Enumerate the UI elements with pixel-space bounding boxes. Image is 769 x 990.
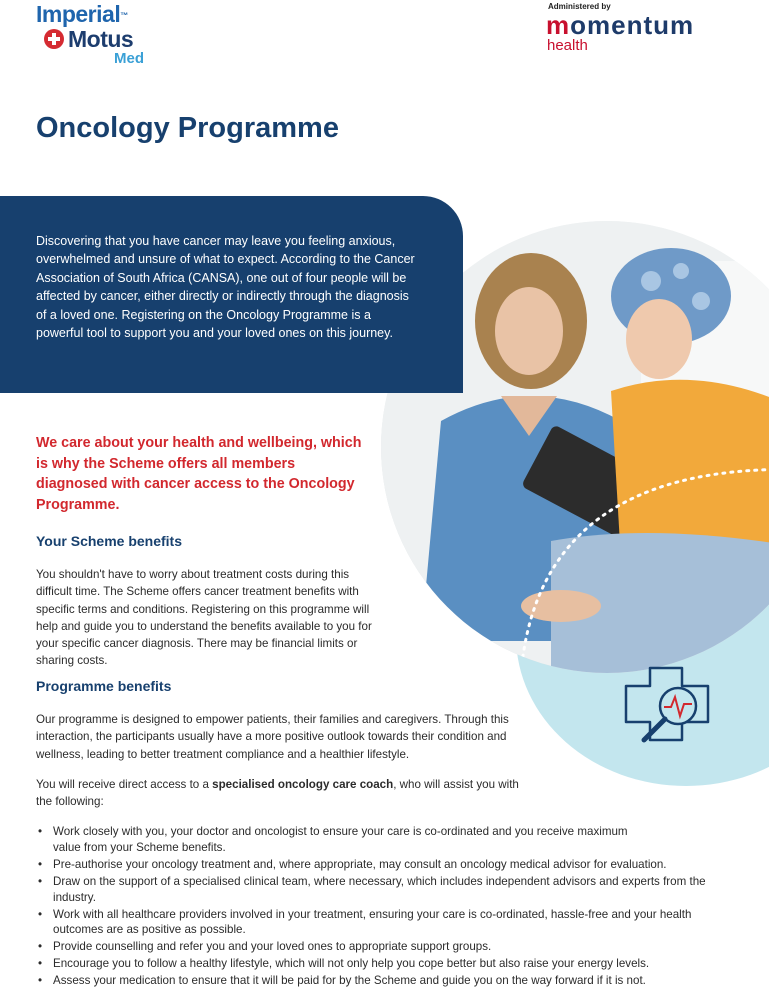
scheme-benefits-heading: Your Scheme benefits: [36, 533, 183, 549]
coach-bold-text: specialised oncology care coach: [212, 778, 394, 791]
logo-imperial-line: Imperial™: [36, 1, 128, 27]
programme-benefits-paragraph: Our programme is designed to empower patients, their families and caregivers. Through this interaction, the participants usually have a more positive outlook towards their condition and wellness, leading to better treatment compliance and a healthier lifestyle.: [36, 713, 509, 761]
logo-motus-word: Motus: [68, 26, 134, 52]
list-item: • Work closely with you, your doctor and oncologist to ensure your care is co-ordinated and you receive maximum value from your Scheme benefits.: [36, 824, 716, 856]
list-item: • Pre-authorise your oncology treatment and, where appropriate, may consult an oncology medical advisor for evaluation.: [36, 857, 716, 873]
list-item: • Work with all healthcare providers involved in your treatment, ensuring your care is co-ordinated, hassle-free and your health outcomes are as positive as possible.: [36, 907, 716, 939]
logo-med-word: Med: [114, 50, 144, 67]
list-item: • Provide counselling and refer you and your loved ones to appropriate support groups.: [36, 939, 716, 955]
administered-by-label: Administered by: [548, 2, 611, 11]
highlight-statement: We care about your health and wellbeing, which is why the Scheme offers all members diagnosed with cancer access to the Oncology Programme.: [36, 435, 362, 513]
list-item: • Draw on the support of a specialised clinical team, where necessary, which includes independent advisors and experts from the industry.: [36, 874, 716, 906]
momentum-health-logo: [546, 2, 746, 53]
list-item: • Assess your medication to ensure that it will be paid for by the Scheme and guide you on the way forward if it is not.: [36, 973, 716, 989]
health-wordmark: health: [547, 37, 588, 54]
coach-paragraph: You will receive direct access to a specialised oncology care coach, who will assist you with the following:: [36, 778, 519, 809]
intro-paragraph: Discovering that you have cancer may leave you feeling anxious, overwhelmed and unsure of what to expect. According to the Cancer Association of South Africa (CANSA), one out of four people will be affected by cancer, either directly or indirectly through the diagnosis of a loved one. Registering on the Oncology Programme is a powerful tool to support you and your loved ones on this journey.: [36, 234, 415, 341]
programme-benefits-heading: Programme benefits: [36, 678, 172, 694]
red-cross-icon: [44, 29, 64, 49]
page-title: Oncology Programme: [36, 112, 339, 144]
benefits-list: [36, 824, 716, 990]
scheme-benefits-paragraph: You shouldn't have to worry about treatment costs during this difficult time. The Scheme offers cancer treatment benefits with specific terms and conditions. Registering on this programme will help and guide you to understand the benefits available to you for your specific cancer diagnosis. There may be financial limits or sharing costs.: [36, 568, 372, 668]
medical-cross-magnifier-icon: [622, 664, 714, 748]
list-item: • Encourage you to follow a healthy lifestyle, which will not only help you cope better but also raise your energy levels.: [36, 956, 716, 972]
imperial-motus-med-logo: [36, 2, 156, 67]
momentum-wordmark: momentum: [546, 10, 695, 40]
